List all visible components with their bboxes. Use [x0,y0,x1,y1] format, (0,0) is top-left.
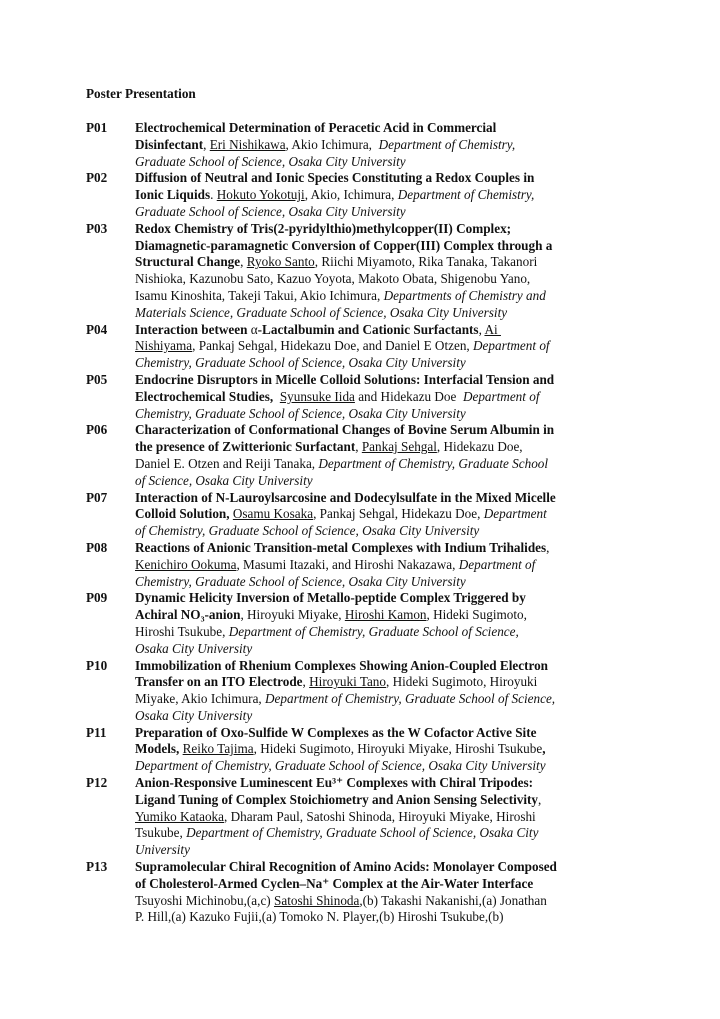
poster-title: , [542,741,546,757]
author-text: Daniel E. Otzen and Reiji Tanaka, [135,455,319,471]
author-text: Isamu Kinoshita, Takeji Takui, Akio Ichimura, [135,287,384,303]
text-line [135,406,646,423]
text-line [135,641,646,658]
presenter-name: Hiroshi Kamon [344,607,427,623]
text-line [135,120,646,137]
affiliation-text: of Science, Osaka City University [135,472,313,488]
poster-title: Disinfectant [135,136,204,152]
poster-body [135,372,646,422]
text-line [135,574,646,591]
text-line [135,842,646,859]
text-line [135,473,646,490]
affiliation-text: of Chemistry, Graduate School of Science, Osaka City University [135,523,480,539]
poster-body [135,540,646,590]
author-text: , [546,539,550,555]
poster-body [135,120,646,170]
poster-body [135,725,646,775]
author-text: , [240,254,247,270]
author-text: , [478,321,485,337]
affiliation-text: Department of Chemistry, Graduate School of Science, Osaka City [186,825,539,841]
affiliation-text: Materials Science, Graduate School of Science, Osaka City University [135,304,508,320]
affiliation-text: Graduate School of Science, Osaka City University [135,203,406,219]
author-text: , Masumi Itazaki, and Hiroshi Nakazawa, [236,556,459,572]
poster-entry [86,120,646,170]
text-line [135,506,646,523]
author-text: , Hiroyuki Miyake, [240,607,345,623]
text-line [135,540,646,557]
text-line [135,439,646,456]
author-text: , Pankaj Sehgal, Hidekazu Doe, [313,506,484,522]
affiliation-text: Department of [462,388,540,404]
presenter-name: Hiroyuki Tano [309,674,386,690]
affiliation-text: Departments of Chemistry and [383,287,546,303]
text-line [135,170,646,187]
text-line [135,490,646,507]
author-text: Tsuyoshi Michinobu,(a,c) [135,892,274,908]
presenter-name: Kenichiro Ookuma [135,556,237,572]
poster-number: P08 [86,539,108,555]
affiliation-text: Department of Chemistry, [397,187,535,203]
poster-number: P11 [86,724,107,740]
poster-title: Diffusion of Neutral and Ionic Species Constituting a Redox Couples in [135,170,535,186]
poster-entry [86,221,646,322]
poster-title: Structural Change [135,254,241,270]
poster-title: Endocrine Disruptors in Micelle Colloid Solutions: Interfacial Tension and [135,371,555,387]
poster-list [86,120,646,926]
poster-body [135,859,646,926]
text-line [135,422,646,439]
author-text: Nishioka, Kazunobu Sato, Kazuo Yoyota, Makoto Obata, Shigenobu Yano, [135,271,531,287]
presenter-name: Ryoko Santo [246,254,315,270]
author-text: , [203,136,210,152]
author-text: , Hideki Sugimoto, Hiroyuki [386,674,538,690]
text-line [135,893,646,910]
affiliation-text: University [135,842,190,858]
text-line [135,338,646,355]
poster-body [135,775,646,859]
text-line [135,607,646,624]
affiliation-text: Osaka City University [135,640,253,656]
poster-title: Immobilization of Rhenium Complexes Showing Anion-Coupled Electron [135,657,549,673]
poster-entry [86,859,646,926]
author-text [273,389,280,404]
author-text: , Dharam Paul, Satoshi Shinoda, Hiroyuki Miyake, Hiroshi [224,808,536,824]
affiliation-text: Department of [473,338,550,354]
poster-number: P12 [86,775,108,791]
presenter-name: Pankaj Sehgal [361,439,437,455]
author-text: , Hideki Sugimoto, Hiroyuki Miyake, Hiroshi Tsukube [253,741,543,757]
poster-title: Redox Chemistry of Tris(2-pyridylthio)methylcopper(II) Complex; [135,220,512,236]
poster-number: P03 [86,220,108,236]
affiliation-text: Department of Chemistry, Graduate School of Science, [265,691,556,707]
poster-number: P01 [86,120,108,135]
text-line [135,708,646,725]
poster-title: Supramolecular Chiral Recognition of Amino Acids: Monolayer Composed [135,859,557,875]
document-page [86,86,646,926]
text-line [135,288,646,305]
poster-entry [86,658,646,725]
text-line [135,590,646,607]
affiliation-text: Department of Chemistry, Graduate School of Science, Osaka City University [135,758,546,774]
text-line [135,825,646,842]
author-text: . [210,187,217,203]
presenter-name: Ai [484,321,501,337]
text-line [135,372,646,389]
poster-title: of Cholesterol-Armed Cyclen–Na⁺ Complex at the Air-Water Interface [135,875,537,891]
poster-title: Anion-Responsive Luminescent Eu³⁺ Complexes with Chiral Tripodes: [135,775,534,791]
text-line [135,271,646,288]
poster-entry [86,590,646,657]
poster-body [135,422,646,489]
poster-title: Achiral NO₃-anion [135,607,241,623]
poster-body [135,658,646,725]
text-line [135,137,646,154]
poster-title: Diamagnetic-paramagnetic Conversion of Copper(III) Complex through a [135,237,553,253]
poster-title: Models, [135,741,180,757]
poster-entry [86,170,646,220]
poster-body [135,590,646,657]
poster-title: Reactions of Anionic Transition-metal Complexes with Indium Trihalides [135,539,547,555]
author-text: , [538,791,542,807]
poster-entry [86,372,646,422]
text-line [135,792,646,809]
text-line [135,775,646,792]
text-line [135,909,646,926]
text-line [135,557,646,574]
affiliation-text: Department of Chemistry, Graduate School [318,455,549,471]
text-line [135,741,646,758]
poster-number: P09 [86,590,108,606]
poster-title: Dynamic Helicity Inversion of Metallo-peptide Complex Triggered by [135,590,526,606]
author-text: , Riichi Miyamoto, Rika Tanaka, Takanori [314,254,538,270]
author-text: , Akio Ichimura, [285,136,379,152]
text-line [135,456,646,473]
text-line [135,674,646,691]
presenter-name: Nishiyama [135,338,193,354]
poster-title: the presence of Zwitterionic Surfactant [135,439,356,455]
author-text: , Hidekazu Doe, [436,439,523,455]
author-text: ,(b) Takashi Nakanishi,(a) Jonathan [359,892,547,908]
text-line [135,204,646,221]
poster-title: Electrochemical Determination of Peracetic Acid in Commercial [135,120,497,135]
affiliation-text: Department of Chemistry, Graduate School of Science, [228,623,519,639]
author-text: and Hidekazu Doe [354,388,463,404]
text-line [135,305,646,322]
affiliation-text: Department of [458,556,536,572]
poster-title: Transfer on an ITO Electrode [135,674,303,690]
poster-title: Interaction between [135,321,251,337]
poster-title: Ligand Tuning of Complex Stoichiometry and Anion Sensing Selectivity [135,791,539,807]
text-line [135,389,646,406]
text-line [135,322,646,339]
text-line [135,238,646,255]
poster-number: P02 [86,170,108,186]
page-heading: Poster Presentation [86,86,196,101]
presenter-name: Hokuto Yokotuji [216,187,305,203]
author-text: , [302,674,310,690]
affiliation-text: Osaka City University [135,707,253,723]
poster-entry [86,540,646,590]
presenter-name: Osamu Kosaka [232,506,314,522]
poster-entry [86,775,646,859]
text-line [135,859,646,876]
presenter-name: Reiko Tajima [182,741,254,757]
author-text: Tsukube, [135,825,187,841]
poster-number: P07 [86,489,108,505]
text-line [135,758,646,775]
affiliation-text: Chemistry, Graduate School of Science, Osaka City University [135,355,466,371]
poster-title: Ionic Liquids [135,187,211,203]
poster-number: P10 [86,657,108,673]
presenter-name: Syunsuke Iida [279,388,355,404]
poster-entry [86,725,646,775]
author-text: , Pankaj Sehgal, Hidekazu Doe, and Daniel E Otzen, [192,338,474,354]
poster-number: P04 [86,321,108,337]
affiliation-text: Department of Chemistry, [378,136,516,152]
text-line [135,355,646,372]
poster-title: Preparation of Oxo-Sulfide W Complexes as the W Cofactor Active Site [135,724,537,740]
greek-symbol: α [250,321,258,337]
author-text: Miyake, Akio Ichimura, [135,691,266,707]
text-line [135,876,646,893]
poster-number: P13 [86,859,108,875]
poster-entry [86,422,646,489]
author-text: P. Hill,(a) Kazuko Fujii,(a) Tomoko N. Player,(b) Hiroshi Tsukube,(b) [135,909,504,925]
text-line [135,154,646,171]
poster-entry [86,490,646,540]
text-line [135,809,646,826]
text-line [135,624,646,641]
poster-number: P06 [86,422,108,438]
author-text: , Hideki Sugimoto, [426,607,527,623]
text-line [135,221,646,238]
affiliation-text: Department [483,506,547,522]
text-line [135,691,646,708]
text-line [135,523,646,540]
poster-title: -Lactalbumin and Cationic Surfactants [257,321,479,337]
text-line [135,187,646,204]
poster-title: Characterization of Conformational Changes of Bovine Serum Albumin in [135,422,555,438]
poster-body [135,221,646,322]
text-line [135,725,646,742]
affiliation-text: Chemistry, Graduate School of Science, Osaka City University [135,405,466,421]
poster-body [135,490,646,540]
author-text: Hiroshi Tsukube, [135,623,229,639]
text-line [135,254,646,271]
poster-title: Interaction of N-Lauroylsarcosine and Dodecylsulfate in the Mixed Micelle [135,489,556,505]
poster-title: Electrochemical Studies, [135,388,274,404]
poster-entry [86,322,646,372]
affiliation-text: Chemistry, Graduate School of Science, Osaka City University [135,573,466,589]
presenter-name: Satoshi Shinoda [274,892,360,908]
text-line [135,658,646,675]
author-text: , Akio, Ichimura, [304,187,398,203]
poster-number: P05 [86,371,108,387]
author-text: , [355,439,362,455]
affiliation-text: Graduate School of Science, Osaka City University [135,153,406,169]
poster-title: Colloid Solution, [135,506,230,522]
presenter-name: Eri Nishikawa [209,136,286,152]
poster-body [135,322,646,372]
poster-body [135,170,646,220]
presenter-name: Yumiko Kataoka [135,808,224,824]
